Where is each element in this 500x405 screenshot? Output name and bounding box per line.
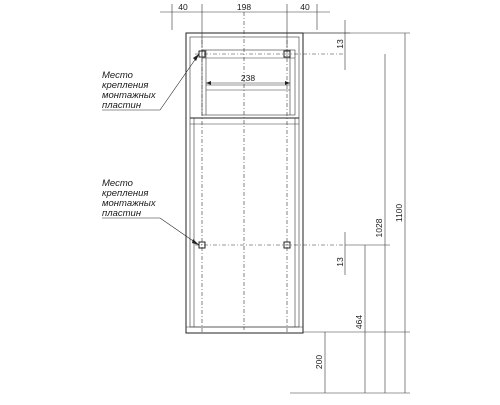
- lower-note-line-4: пластин: [102, 208, 142, 219]
- dim-upper-plate-offset: 13: [335, 39, 345, 49]
- dim-top-inner-width: 198: [236, 2, 252, 12]
- arrow-right: [285, 81, 290, 85]
- upper-note: [102, 54, 199, 111]
- lower-offset-dimension: [335, 232, 345, 275]
- dim-top-right-offset: 40: [300, 2, 310, 12]
- dim-lower-plate-offset: 13: [335, 257, 345, 267]
- center-lines: [195, 12, 345, 332]
- dim-plate-span-height: 1028: [374, 218, 384, 238]
- upper-note-line-1: Место: [102, 70, 133, 81]
- arrow-left: [206, 81, 211, 85]
- lower-note: [102, 178, 199, 245]
- upper-offset-dimension: [303, 20, 350, 70]
- shelf-width-dimension: [206, 73, 290, 85]
- dim-top-left-offset: 40: [178, 2, 188, 12]
- dim-shelf-width: 238: [240, 73, 256, 83]
- lower-note-leader: [102, 218, 199, 245]
- upper-note-line-3: монтажных: [102, 90, 156, 101]
- dim-total-height: 1100: [394, 203, 404, 223]
- right-vertical-dimensions: [290, 33, 410, 393]
- lower-note-line-1: Место: [102, 178, 133, 189]
- dim-floor-clearance: 200: [314, 354, 324, 370]
- lower-note-arrow: [192, 239, 199, 245]
- upper-note-line-4: пластин: [102, 100, 142, 111]
- lower-note-line-2: крепления: [102, 188, 149, 199]
- upper-note-line-2: крепления: [102, 80, 149, 91]
- upper-note-arrow: [193, 54, 199, 61]
- dim-lower-plate-height: 464: [354, 314, 364, 330]
- lower-note-line-3: монтажных: [102, 198, 156, 209]
